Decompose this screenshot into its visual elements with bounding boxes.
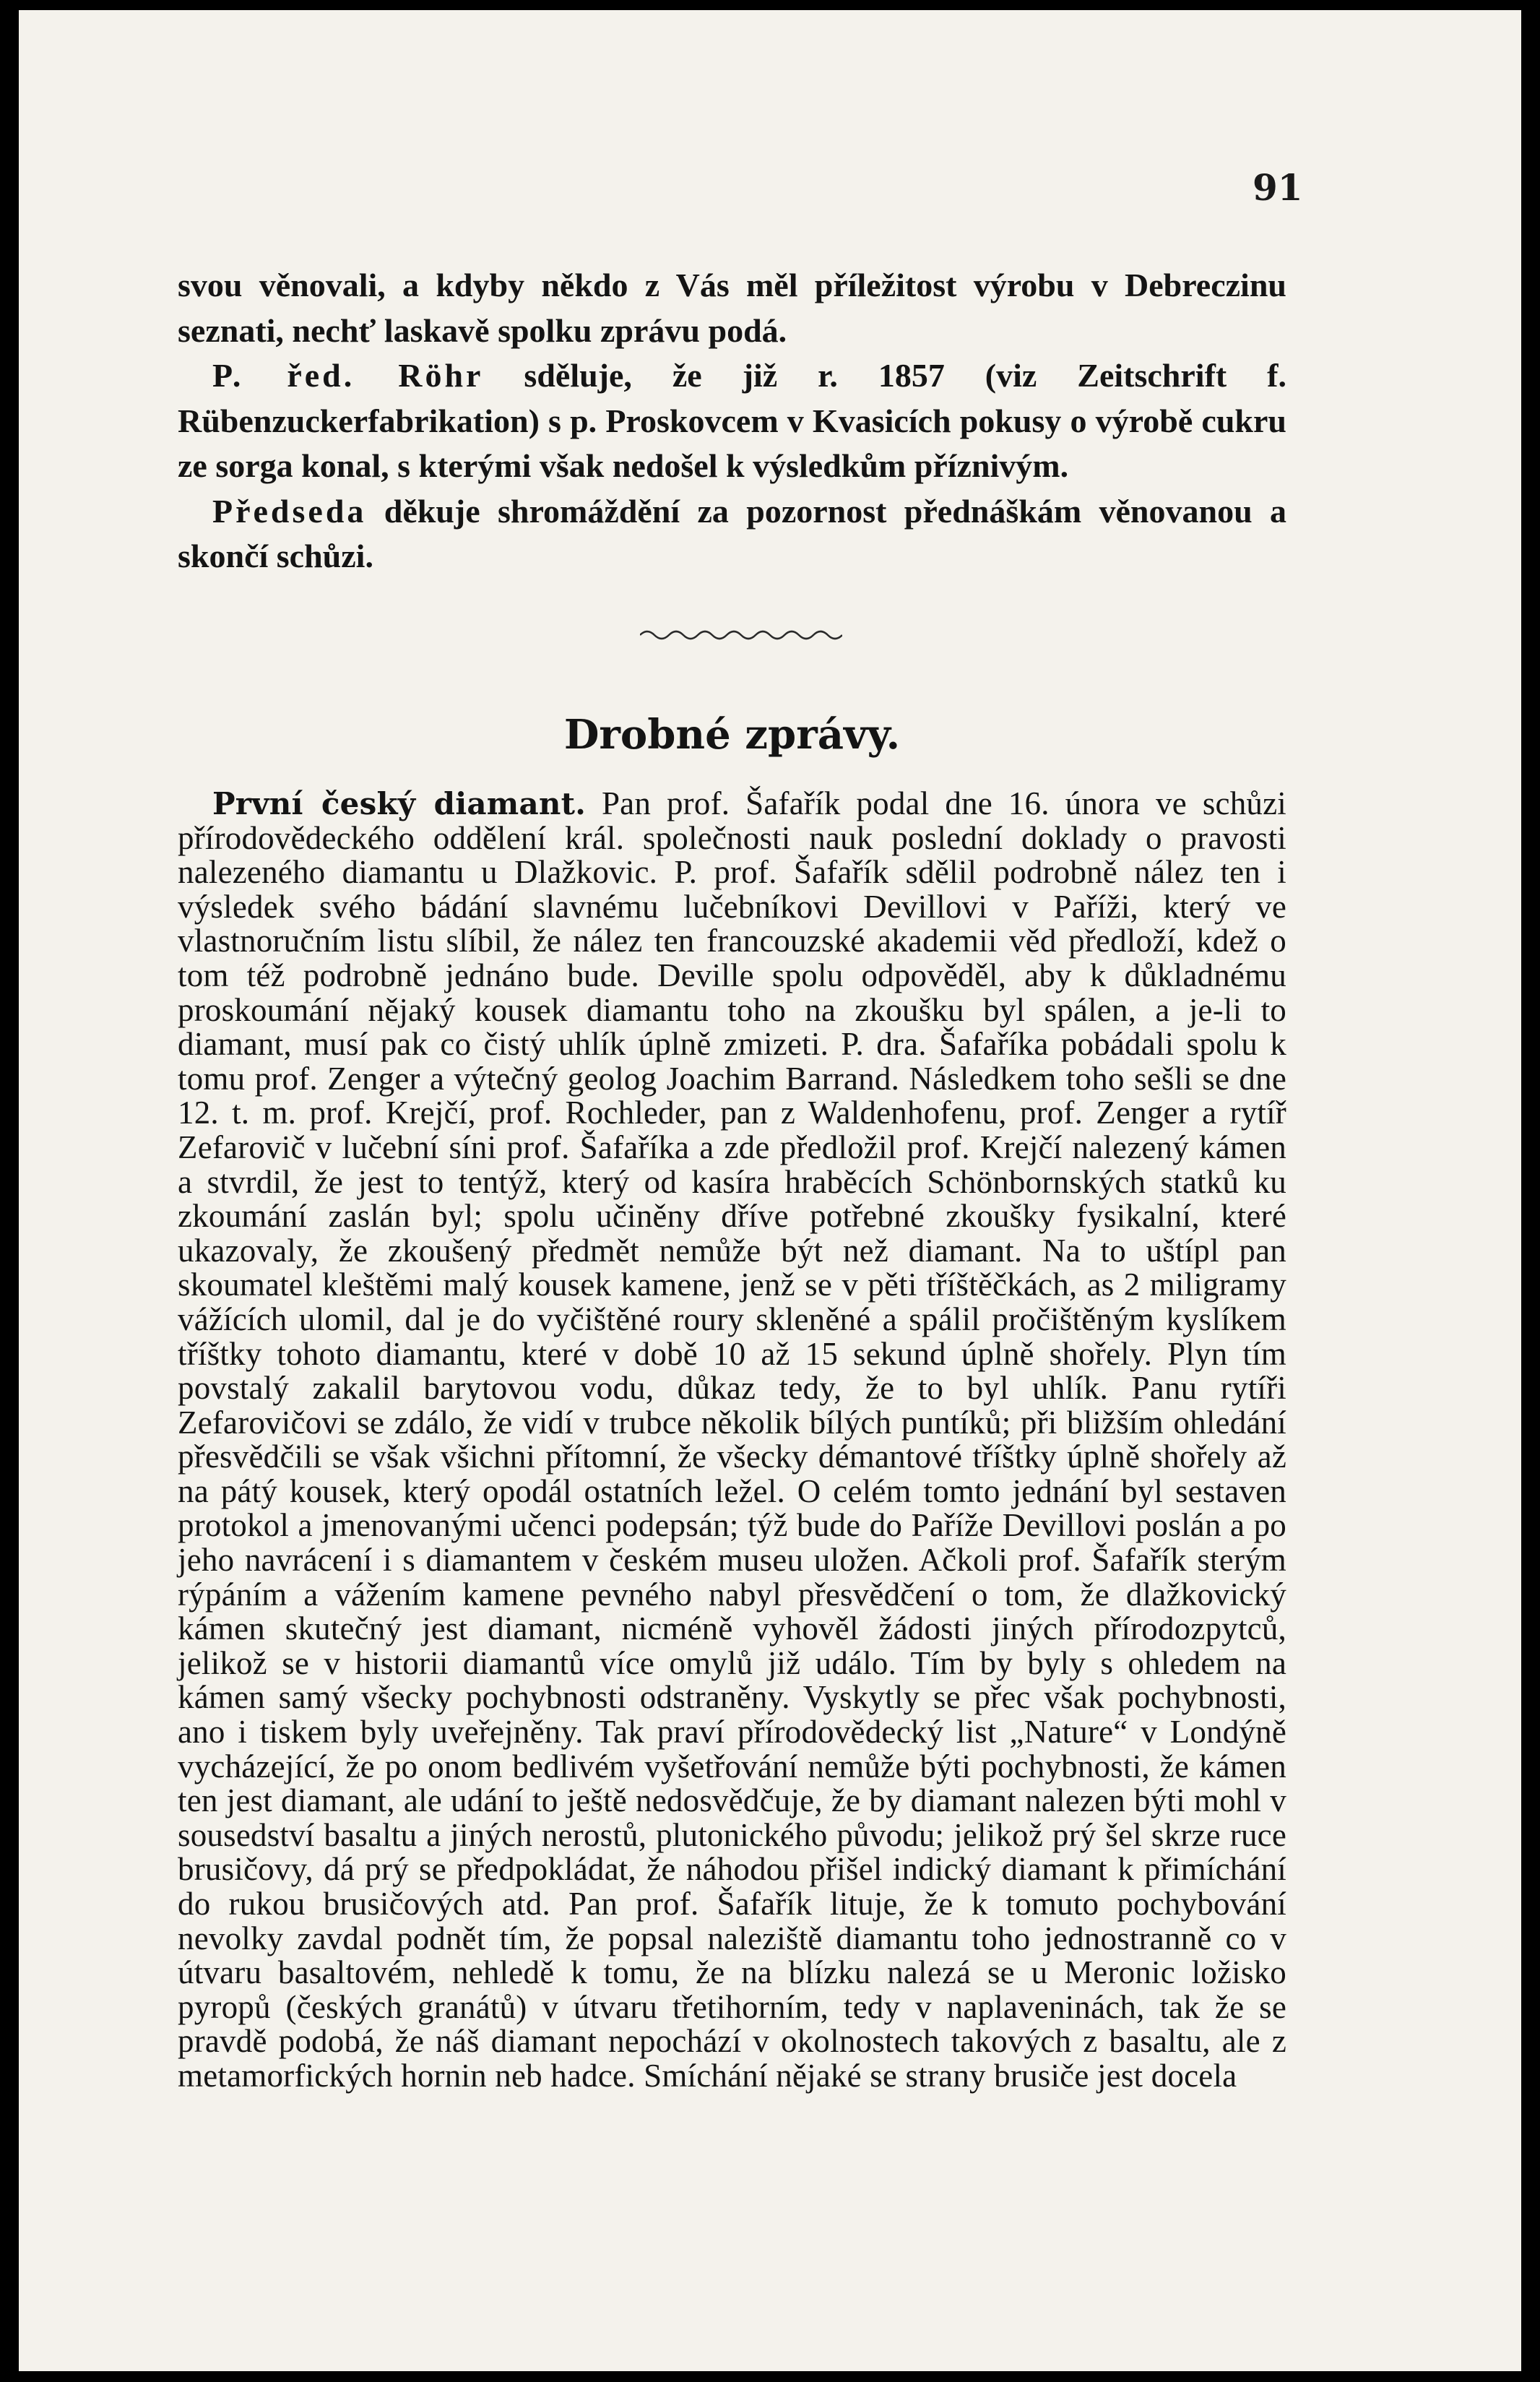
speaker-predseda: Předseda [212,492,367,530]
section-title: Drobné zprávy. [563,711,901,759]
page-number: 91 [1253,166,1303,209]
paragraph-predseda [178,489,1286,579]
paragraph-debreczin: svou věnovali, a kdyby někdo z Vás měl příležitost výrobu v Debreczinu seznati, nechť laskavě spolku zprávu podá. [178,267,1286,349]
article-body: Pan prof. Šafařík podal dne 16. února ve schůzi přírodovědeckého oddělení král. společnosti nauk poslední doklady o pravosti nalezeného diamantu u Dlažkovic. P. prof. Šafařík sdělil podrobně nález ten i výsledek svého bádání slavnému lučebníkovi Devillovi v Paříži, který ve vlastnoručním listu slíbil, že nález ten francouzské akademii věd předloží, kdež o tom též podrobně jednáno bude. Deville spolu odpověděl, aby k důkladnému proskoumání nějaký kousek diamantu toho na zkoušku byl spálen, a je-li to diamant, musí pak co čistý uhlík úplně zmizeti. P. dra. Šafaříka pobádali spolu k tomu prof. Zenger a výtečný geolog Joachim Barrand. Následkem toho sešli se dne 12. t. m. prof. Krejčí, prof. Rochleder, pan z Waldenhofenu, prof. Zenger a rytíř Zefarovič v lučební síni prof. Šafaříka a zde předložil prof. Krejčí nalezený kámen a stvrdil, že jest to tentýž, který od kasíra hraběcích Schönbornských statků ku zkoumání zaslán byl; spolu učiněny dříve potřebné zkoušky fysikalní, které ukazovaly, že zkoušený předmět nemůže být než diamant. Na to uštípl pan skoumatel kleštěmi malý kousek kamene, jenž se v pěti tříštěčkách, as 2 miligramy vážících ulomil, dal je do vyčištěné roury skleněné a spálil pročištěným kyslíkem tříštky tohoto diamantu, které v době 10 až 15 sekund úplně shořely. Plyn tím povstalý zakalil barytovou vodu, důkaz tedy, že to byl uhlík. Panu rytíři Zefarovičovi se zdálo, že vidí v trubce několik bílých puntíků; při bližším ohledání přesvědčili se však všichni přítomní, že všecky démantové tříštky úplně shořely až na pátý kousek, který opodál ostatních ležel. O celém tomto jednání byl sestaven protokol a jmenovanými učenci podepsán; týž bude do Paříže Devillovi poslán a po jeho navrácení i s diamantem v českém museu uložen. Ačkoli prof. Šafařík sterým rýpáním a vážením kamene pevného nabyl přesvědčení o tom, že dlažkovický kámen skutečný jest diamant, nicméně vyhověl žádosti jiných přírodozpytců, jelikož se v historii diamantů více omylů již událo. Tím by byly s ohledem na kámen samý všecky pochybnosti odstraněny. Vyskytly se přec však pochybnosti, ano i tiskem byly uveřejněny. Tak praví přírodovědecký list „Nature“ v Londýně vycházející, že po onom bedlivém vyšetřování nemůže býti pochybnosti, že kámen ten jest diamant, ale udání to ještě nedosvědčuje, že by diamant nalezen býti mohl v sousedství basaltu a jiných nerostů, plutonického původu; jelikož prý šel skrze ruce brusičovy, dá prý se předpokládat, že náhodou přišel indický diamant k přimíchání do rukou brusičových atd. Pan prof. Šafařík lituje, že k tomuto pochybování nevolky zavdal podnět tím, že popsal naleziště diamantu toho jednostranně co v útvaru basaltovém, nehledě k tomu, že na blízku nalezá se u Meronic ložisko pyropů (českých granátů) v útvaru třetihorním, tedy v naplaveninách, tak že se pravdě podobá, že náš diamant nepochází v okolnostech takových z basaltu, ale z metamorfických hornin neb hadce. Smíchání nějaké se strany brusiče jest docela [178,785,1286,2094]
paragraph-rohr-text: sděluje, že již r. 1857 (viz Zeitschrift f. Rübenzuckerfabrikation) s p. Proskovcem v Kvasicích pokusy o výrobě cukru ze sorga konal, s kterými však nedošel k výsledkům příznivým. [178,357,1287,484]
speaker-rohr: P. řed. Röhr [212,357,484,394]
meeting-minutes-block [178,263,1286,579]
article-first-diamond [178,787,1286,2094]
paragraph-predseda-text: děkuje shromáždění za pozornost přednáškám věnovanou a skončí schůzi. [178,492,1286,574]
ornamental-divider [640,624,842,646]
scanned-page [19,10,1521,2371]
article-paragraph [178,787,1286,2094]
article-title: První český diamant. [212,786,587,821]
paragraph-rohr [178,353,1286,489]
